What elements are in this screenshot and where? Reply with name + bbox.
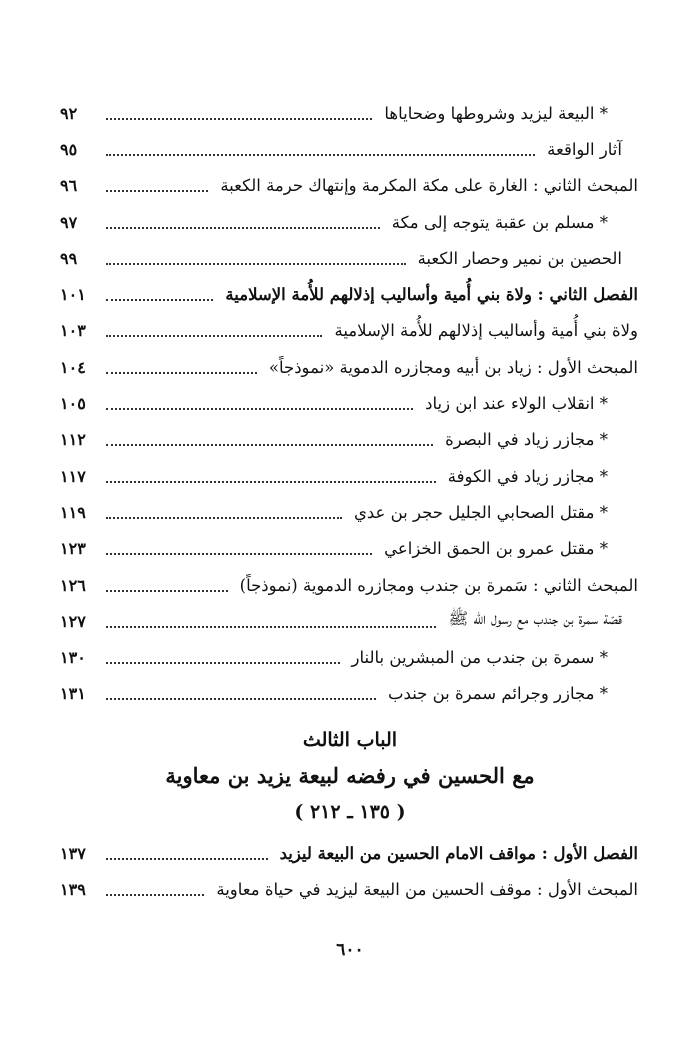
toc-entry-title: * مجازر زياد في الكوفة [447,466,608,486]
dot-leader [106,443,433,446]
toc-entry-page: ١٢٧ [60,611,86,631]
dot-leader [106,893,204,896]
dot-leader [106,153,535,156]
toc-entry-title: آثار الواقعة [547,139,622,159]
toc-entry-title: * سمرة بن جندب من المبشرين بالنار [351,648,608,668]
toc-row [60,349,638,385]
dot-leader [106,552,372,555]
toc-row [60,95,638,131]
toc-entry-page: ١٠٥ [60,394,86,414]
part-title: الباب الثالث [302,729,398,751]
toc-entry-title: * مقتل الصحابي الجليل حجر بن عدي [353,502,608,522]
toc-entry-page: ١١٩ [60,502,86,522]
toc-row [60,422,638,458]
toc-entry-page: ١١٧ [60,466,86,486]
toc-entry-title: * مسلم بن عقبة يتوجه إلى مكة [391,212,608,232]
toc-entry-title: المبحث الثاني : سَمرة بن جندب ومجازره الدموية (نموذجاً) [239,575,638,595]
toc-entry-page: ١٠١ [60,285,86,305]
dot-leader [106,661,340,664]
toc-entry-page: ٩٢ [60,103,78,123]
toc-row [60,835,638,871]
toc-entry-title: * مجازر وجرائم سمرة بن جندب [388,684,608,704]
toc-entry-page: ١٣٩ [60,879,86,899]
part-years: ( ١٣٥ ـ ٢١٢ ) [294,801,406,823]
toc-entry-title: * مجازر زياد في البصرة [445,430,608,450]
toc-entry-page: ١٣١ [60,684,86,704]
toc-row [60,458,638,494]
toc-row [60,385,638,421]
toc-row [60,639,638,675]
table-of-contents [60,95,638,712]
toc-row [60,603,638,639]
toc-entry-page: ٩٧ [60,212,78,232]
page-number: ٦٠٠ [336,940,364,960]
dot-leader [106,371,257,374]
table-of-contents-continued [60,835,638,908]
toc-row [60,204,638,240]
toc-row [60,240,638,276]
toc-row [60,531,638,567]
toc-entry-title: الحصين بن نمير وحصار الكعبة [417,248,622,268]
toc-entry-page: ١٠٤ [60,357,86,377]
toc-entry-page: ١٢٦ [60,575,86,595]
toc-row [60,131,638,167]
toc-entry-title: قصّة سمرة بن جندب مع رسول الله ﷺ [448,609,622,629]
toc-row [60,313,638,349]
part-subtitle: مع الحسين في رفضه لبيعة يزيد بن معاوية [165,763,535,788]
dot-leader [106,226,380,229]
toc-row [60,494,638,530]
toc-row [60,567,638,603]
toc-entry-page: ١٠٣ [60,321,86,341]
toc-row [60,168,638,204]
toc-entry-page: ١١٢ [60,430,86,450]
toc-entry-page: ١٣٠ [60,648,86,668]
dot-leader [106,117,372,120]
dot-leader [106,298,213,301]
toc-entry-title: المبحث الثاني : الغارة على مكة المكرمة وإنتهاك حرمة الكعبة [220,176,638,196]
toc-entry-title: * البيعة ليزيد وشروطها وضحاياها [384,103,608,123]
toc-entry-page: ٩٦ [60,176,78,196]
toc-row [60,871,638,907]
dot-leader [106,516,342,519]
toc-entry-title: ولاة بني أُمية وأساليب إذلالهم للأُمة الإسلامية [334,321,638,341]
toc-entry-title: * انقلاب الولاء عند ابن زياد [425,394,608,414]
toc-entry-title: الفصل الثاني : ولاة بني أُمية وأساليب إذلالهم للأُمة الإسلامية [225,285,638,305]
part-heading [0,722,700,830]
toc-row [60,276,638,312]
dot-leader [106,697,376,700]
toc-entry-page: ٩٩ [60,248,78,268]
toc-row [60,676,638,712]
toc-entry-title: الفصل الأول : مواقف الامام الحسين من البيعة ليزيد [279,843,638,863]
dot-leader [106,334,322,337]
toc-entry-title: المبحث الأول : زياد بن أبيه ومجازره الدموية «نموذجاً» [268,357,638,377]
dot-leader [106,407,413,410]
toc-entry-page: ١٣٧ [60,843,86,863]
dot-leader [106,189,208,192]
toc-entry-page: ٩٥ [60,139,78,159]
toc-entry-title: المبحث الأول : موقف الحسين من البيعة ليزيد في حياة معاوية [216,879,638,899]
toc-entry-page: ١٢٣ [60,539,86,559]
dot-leader [106,857,268,860]
dot-leader [106,589,228,592]
dot-leader [106,262,406,265]
dot-leader [106,625,436,628]
toc-entry-title: * مقتل عمرو بن الحمق الخزاعي [384,539,608,559]
dot-leader [106,480,436,483]
